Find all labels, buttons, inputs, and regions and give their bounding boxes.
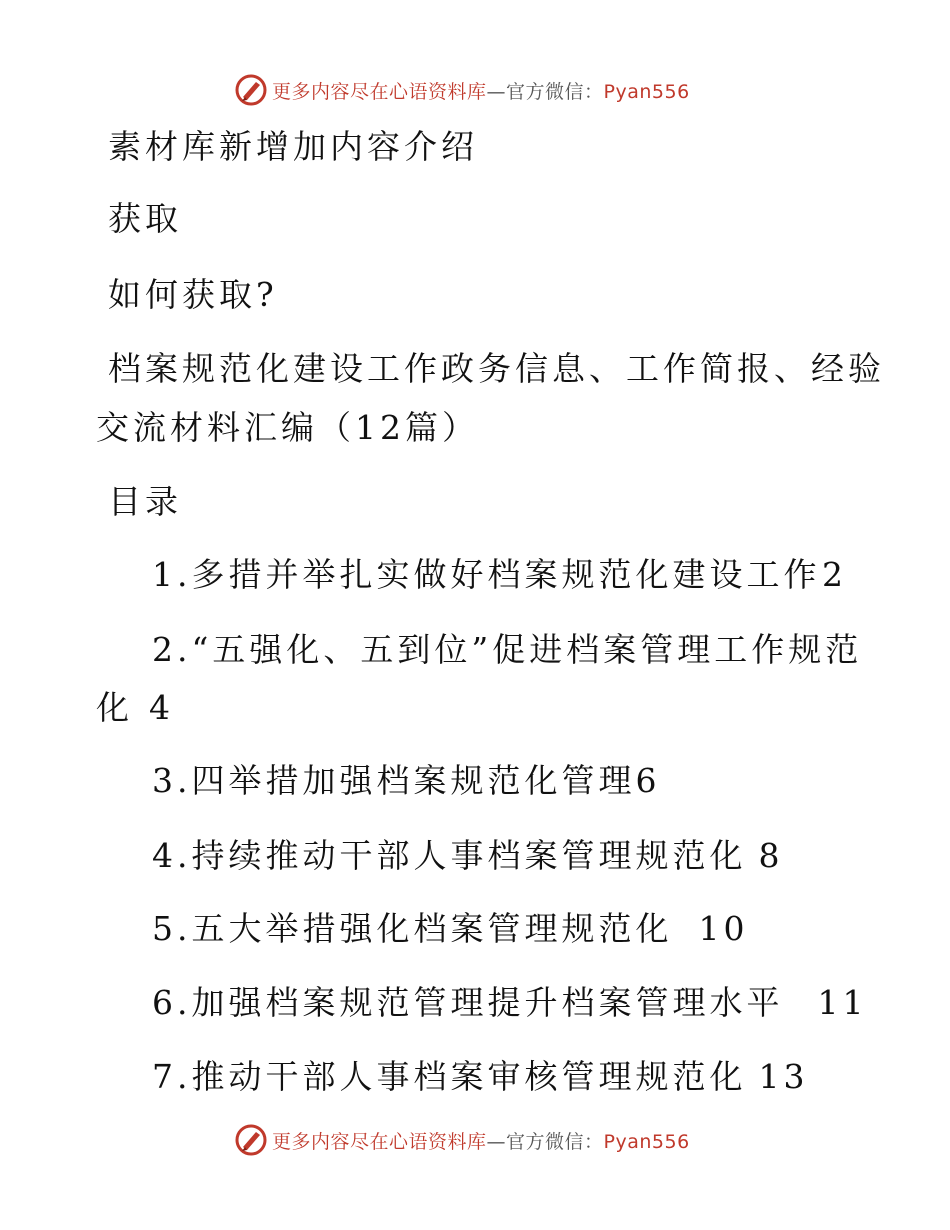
toc-entry-text: 1.多措并举扎实做好档案规范化建设工作 bbox=[152, 555, 821, 594]
intro-line-1: 素材库新增加内容介绍 bbox=[108, 127, 478, 166]
brush-logo-icon bbox=[234, 73, 268, 107]
toc-entry-7 bbox=[152, 1057, 809, 1097]
toc-entry-text: 7.推动干部人事档案审核管理规范化 bbox=[152, 1057, 747, 1096]
toc-entry-text: 6.加强档案规范管理提升档案管理水平 bbox=[152, 983, 784, 1022]
toc-entry-page: 8 bbox=[758, 836, 784, 875]
banner-separator: — bbox=[486, 1130, 507, 1153]
brush-logo-icon bbox=[234, 1123, 268, 1157]
banner-wechat-label: 官方微信： bbox=[506, 80, 604, 103]
toc-entry-page: 6 bbox=[635, 761, 661, 800]
toc-entry-5 bbox=[152, 909, 749, 949]
toc-entry-page: 4 bbox=[149, 688, 174, 727]
banner-wechat-id: Pyan556 bbox=[603, 80, 690, 103]
toc-entry-6 bbox=[152, 983, 868, 1023]
toc-entry-page: 11 bbox=[817, 983, 868, 1022]
document-title-line-1: 档案规范化建设工作政务信息、工作简报、经验 bbox=[108, 349, 885, 388]
banner-separator: — bbox=[486, 80, 507, 103]
toc-entry-text: 4.持续推动干部人事档案管理规范化 bbox=[152, 836, 747, 875]
header-banner bbox=[234, 72, 754, 108]
document-title-line-2: 交流材料汇编（12篇） bbox=[96, 408, 479, 447]
banner-main-text: 更多内容尽在心语资料库 bbox=[272, 1130, 487, 1153]
toc-entry-1 bbox=[152, 555, 821, 595]
toc-entry-page: 13 bbox=[758, 1057, 809, 1096]
toc-entry-2-cont bbox=[96, 688, 174, 728]
toc-entry-text-cont: 化 bbox=[96, 688, 133, 727]
banner-wechat-id: Pyan556 bbox=[603, 1130, 690, 1153]
banner-text bbox=[272, 1127, 690, 1154]
banner-wechat-label: 官方微信： bbox=[506, 1130, 604, 1153]
toc-entry-text: 3.四举措加强档案规范化管理 bbox=[152, 761, 636, 800]
toc-entry-2: 2.“五强化、五到位”促进档案管理工作规范 bbox=[152, 630, 863, 669]
toc-entry-1-page: 2 bbox=[822, 555, 847, 594]
banner-text bbox=[272, 77, 690, 104]
toc-heading: 目录 bbox=[108, 482, 182, 521]
intro-line-3: 如何获取? bbox=[108, 275, 278, 314]
toc-entry-text: 5.五大举措强化档案管理规范化 bbox=[152, 909, 673, 948]
toc-entry-4 bbox=[152, 836, 784, 876]
toc-entry-3 bbox=[152, 761, 661, 801]
intro-line-2: 获取 bbox=[108, 199, 182, 238]
banner-main-text: 更多内容尽在心语资料库 bbox=[272, 80, 487, 103]
footer-banner bbox=[234, 1122, 754, 1158]
toc-entry-page: 10 bbox=[698, 909, 749, 948]
